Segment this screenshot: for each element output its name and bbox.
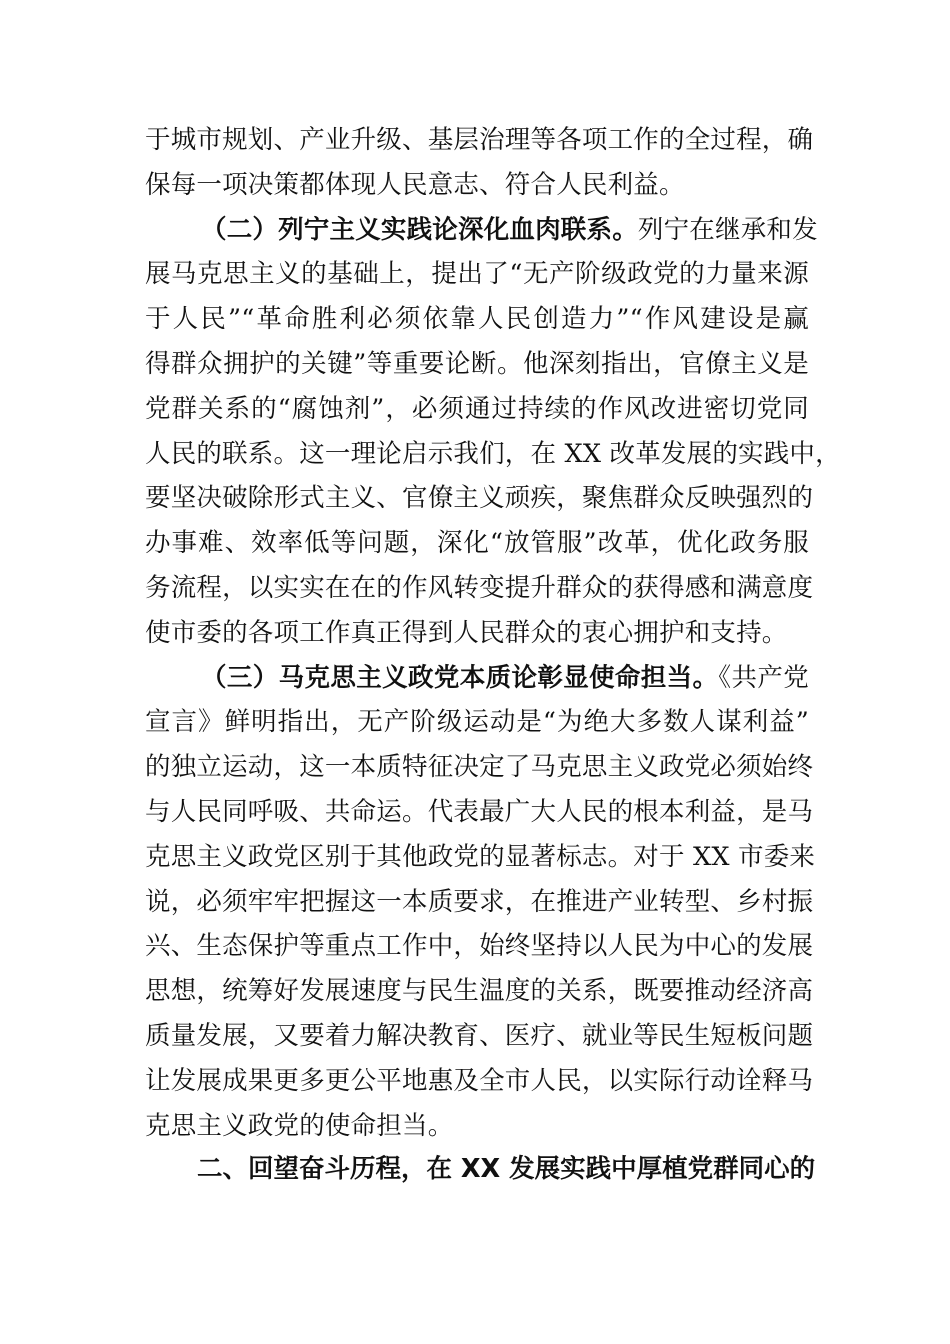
text-line: 党群关系的“腐蚀剂”，必须通过持续的作风改进密切党同 <box>145 393 809 424</box>
subsection-heading: （二）列宁主义实践论深化血肉联系。 <box>201 214 638 245</box>
paragraph-continuation <box>145 118 814 208</box>
body-text <box>145 118 841 1148</box>
text-line: 务流程，以实实在在的作风转变提升群众的获得感和满意度 <box>145 572 814 603</box>
text-line: 的独立运动，这一本质特征决定了马克思主义政党必须始终 <box>145 752 814 783</box>
text-line: 克思主义政党的使命担当。 <box>145 1110 454 1141</box>
text-line: 保每一项决策都体现人民意志、符合人民利益。 <box>145 169 685 200</box>
text-line: 于城市规划、产业升级、基层治理等各项工作的全过程，确 <box>145 125 814 155</box>
text-line: 说，必须牢牢把握这一本质要求，在推进产业转型、乡村振 <box>145 886 814 917</box>
text-line: 宣言》鲜明指出，无产阶级运动是“为绝大多数人谋利益” <box>145 707 809 738</box>
text-line <box>145 208 818 253</box>
text-line: 与人民同呼吸、共命运。代表最广大人民的根本利益，是马 <box>145 796 814 827</box>
text-line <box>145 656 809 701</box>
paragraph-marxist-party <box>145 656 816 1149</box>
subsection-heading: （三）马克思主义政党本质论彰显使命担当。 <box>201 662 719 693</box>
paragraph-leninism <box>145 208 841 656</box>
text-line: 让发展成果更多更公平地惠及全市人民，以实际行动诠释马 <box>145 1065 814 1096</box>
text-line: 质量发展，又要着力解决教育、医疗、就业等民生短板问题 <box>145 1020 814 1051</box>
text-line: 兴、生态保护等重点工作中，始终坚持以人民为中心的发展 <box>145 931 814 962</box>
text-line: 使市委的各项工作真正得到人民群众的衷心拥护和支持。 <box>145 617 788 648</box>
section-heading: 二、回望奋斗历程，在 XX 发展实践中厚植党群同心的 <box>197 1154 816 1184</box>
text-line: 得群众拥护的关键”等重要论断。他深刻指出，官僚主义是 <box>145 348 809 379</box>
text-run: 《共产党 <box>718 662 809 693</box>
text-run: 列宁在继承和发 <box>637 214 818 245</box>
text-line: 人民的联系。这一理论启示我们，在 XX 改革发展的实践中， <box>145 438 841 469</box>
text-line: 思想，统筹好发展速度与民生温度的关系，既要推动经济高 <box>145 976 814 1007</box>
text-line: 办事难、效率低等问题，深化“放管服”改革，优化政务服 <box>145 528 809 559</box>
text-line: 要坚决破除形式主义、官僚主义顽疾，聚焦群众反映强烈的 <box>145 483 814 514</box>
text-line: 于人民”“革命胜利必须依靠人民创造力”“作风建设是赢 <box>145 304 809 335</box>
text-line: 克思主义政党区别于其他政党的显著标志。对于 XX 市委来 <box>145 841 816 872</box>
section-heading-block <box>145 1147 816 1192</box>
text-line: 展马克思主义的基础上，提出了“无产阶级政党的力量来源 <box>145 259 809 290</box>
